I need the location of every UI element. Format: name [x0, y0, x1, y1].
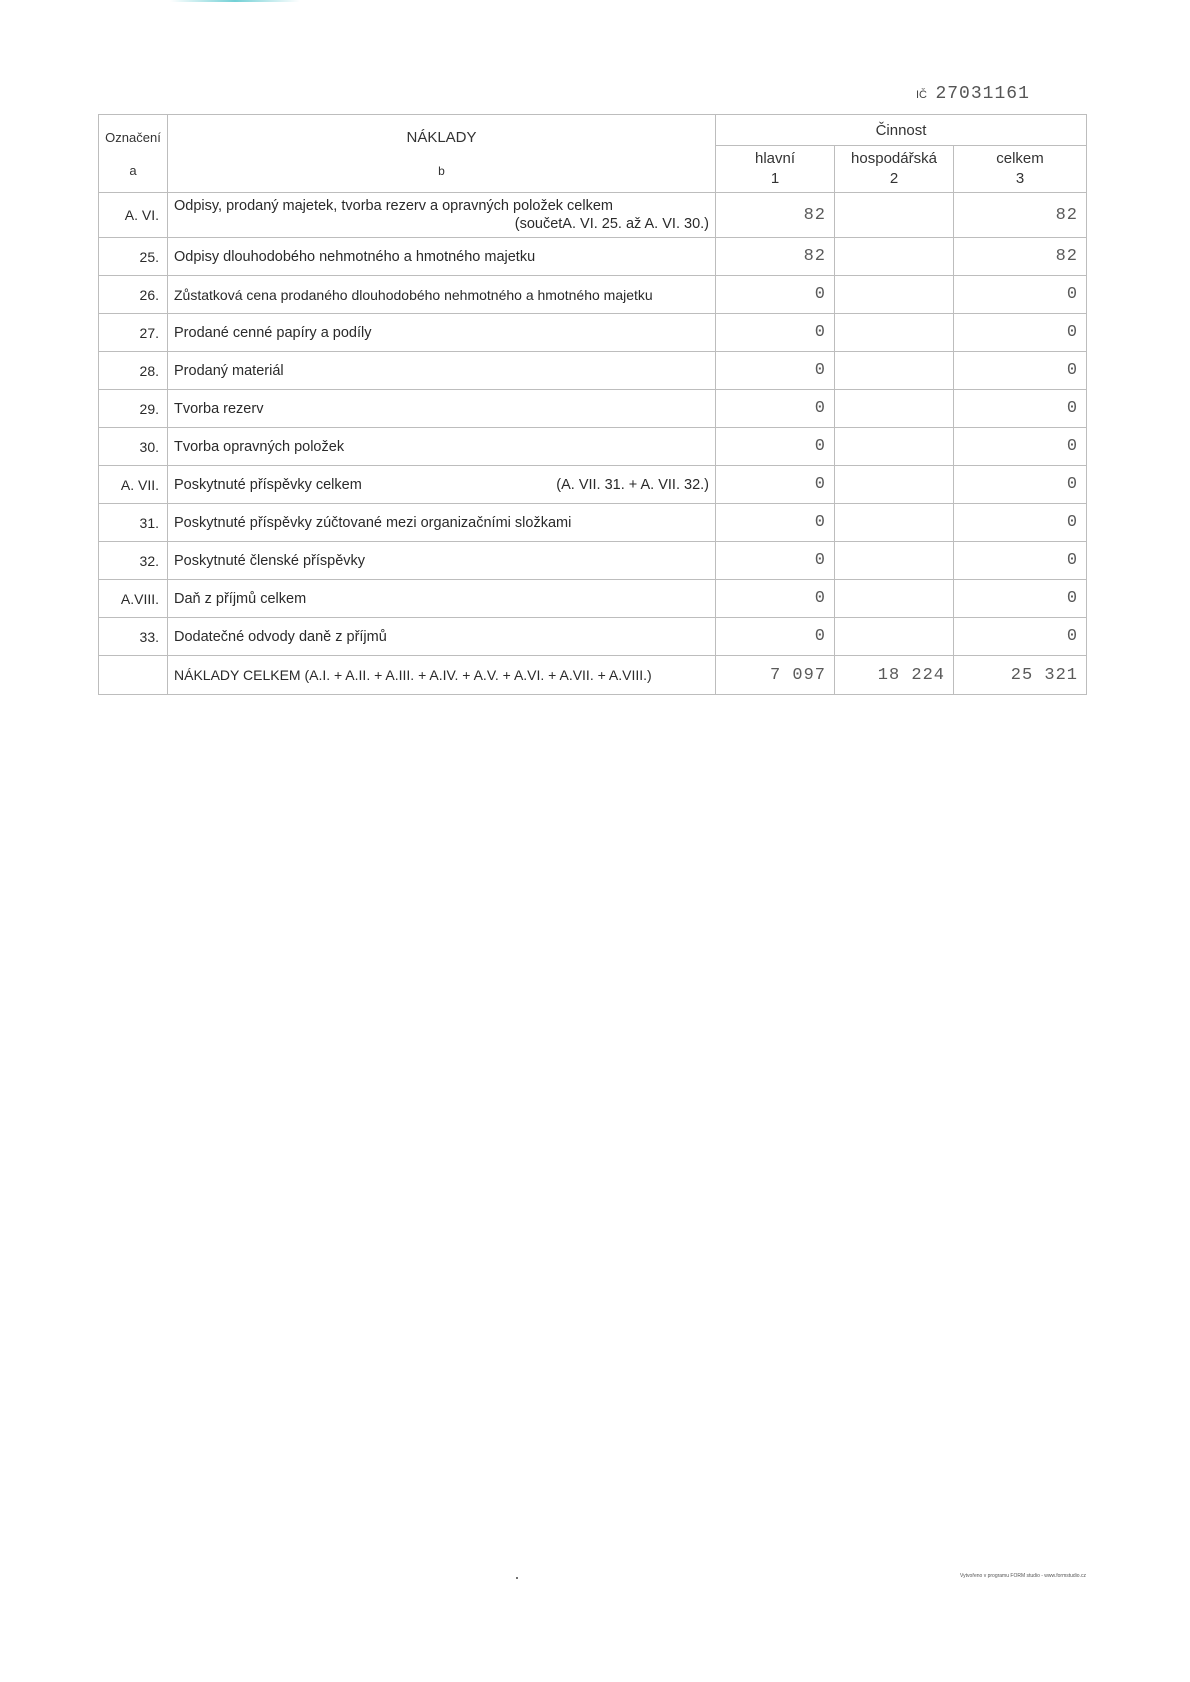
row-description: Poskytnuté příspěvky zúčtované mezi organizačními složkami	[168, 504, 716, 542]
header-col-hospodarska-name: hospodářská	[851, 150, 937, 167]
header-naklady-sub: b	[438, 164, 445, 178]
row-description	[168, 193, 716, 238]
scan-edge-mark	[170, 0, 300, 2]
cell-hospodarska	[835, 504, 954, 542]
table-row	[99, 466, 1087, 504]
row-description: Poskytnuté členské příspěvky	[168, 542, 716, 580]
row-label: 25.	[99, 238, 168, 276]
row-description-line1: Odpisy, prodaný majetek, tvorba rezerv a opravných položek celkem	[174, 198, 613, 214]
cell-hospodarska	[835, 314, 954, 352]
row-label: 26.	[99, 276, 168, 314]
row-label: A.VIII.	[99, 580, 168, 618]
row-label: 33.	[99, 618, 168, 656]
cell-hospodarska	[835, 390, 954, 428]
table-row	[99, 618, 1087, 656]
cell-hlavni: 82	[716, 238, 835, 276]
row-description: Dodatečné odvody daně z příjmů	[168, 618, 716, 656]
cell-celkem: 0	[954, 504, 1087, 542]
cell-hospodarska	[835, 466, 954, 504]
footer-note: Vytvořeno v programu FORM studio - www.formstudio.cz	[960, 1573, 1086, 1579]
header-naklady-label: NÁKLADY	[406, 129, 477, 146]
cell-hlavni: 0	[716, 428, 835, 466]
row-description-line2: (A. VII. 31. + A. VII. 32.)	[556, 476, 709, 493]
table-row	[99, 542, 1087, 580]
header-oznaceni-sub: a	[129, 162, 137, 178]
header-col-celkem	[954, 146, 1087, 193]
cell-hospodarska	[835, 580, 954, 618]
row-label: A. VII.	[99, 466, 168, 504]
cell-celkem: 0	[954, 276, 1087, 314]
cell-hospodarska	[835, 428, 954, 466]
row-description: Tvorba opravných položek	[168, 428, 716, 466]
total-hlavni: 7 097	[716, 656, 835, 695]
table-row	[99, 504, 1087, 542]
cell-celkem: 0	[954, 428, 1087, 466]
cell-hlavni: 0	[716, 390, 835, 428]
cell-celkem: 82	[954, 238, 1087, 276]
scan-speck	[516, 1577, 518, 1579]
row-description: Odpisy dlouhodobého nehmotného a hmotného majetku	[168, 238, 716, 276]
cell-celkem: 0	[954, 390, 1087, 428]
total-hospodarska: 18 224	[835, 656, 954, 695]
row-description: Daň z příjmů celkem	[168, 580, 716, 618]
row-description	[168, 466, 716, 504]
header-col-hlavni	[716, 146, 835, 193]
ic-field	[916, 84, 1030, 104]
row-description: Prodané cenné papíry a podíly	[168, 314, 716, 352]
cell-hlavni: 0	[716, 580, 835, 618]
header-col-hospodarska-num: 2	[889, 170, 899, 187]
table-row	[99, 314, 1087, 352]
cell-hospodarska	[835, 618, 954, 656]
row-description: Zůstatková cena prodaného dlouhodobého nehmotného a hmotného majetku	[168, 276, 716, 314]
header-oznaceni	[99, 115, 168, 193]
table-total-row	[99, 656, 1087, 695]
header-oznaceni-label: Označení	[105, 129, 161, 145]
cell-celkem: 0	[954, 580, 1087, 618]
cell-hlavni: 0	[716, 618, 835, 656]
cell-hospodarska	[835, 352, 954, 390]
row-description: Tvorba rezerv	[168, 390, 716, 428]
row-label: 29.	[99, 390, 168, 428]
total-label	[99, 656, 168, 695]
cell-celkem: 0	[954, 314, 1087, 352]
row-label: 32.	[99, 542, 168, 580]
table-row	[99, 580, 1087, 618]
row-label: 27.	[99, 314, 168, 352]
header-col-celkem-num: 3	[1015, 170, 1025, 187]
cell-celkem: 82	[954, 193, 1087, 238]
cell-hospodarska	[835, 193, 954, 238]
total-celkem: 25 321	[954, 656, 1087, 695]
header-col-hospodarska	[835, 146, 954, 193]
row-description: Prodaný materiál	[168, 352, 716, 390]
cell-celkem: 0	[954, 542, 1087, 580]
row-label: 28.	[99, 352, 168, 390]
row-description-line1: Poskytnuté příspěvky celkem	[174, 476, 362, 493]
costs-table	[98, 114, 1087, 695]
header-naklady	[168, 115, 716, 193]
cell-celkem: 0	[954, 466, 1087, 504]
cell-hospodarska	[835, 238, 954, 276]
header-col-hlavni-name: hlavní	[754, 150, 796, 167]
cell-hospodarska	[835, 276, 954, 314]
cell-hlavni: 0	[716, 542, 835, 580]
cell-hlavni: 0	[716, 466, 835, 504]
table-row	[99, 390, 1087, 428]
ic-value: 27031161	[935, 84, 1030, 104]
table-row	[99, 352, 1087, 390]
cell-hospodarska	[835, 542, 954, 580]
header-col-hlavni-num: 1	[770, 170, 780, 187]
cell-hlavni: 0	[716, 276, 835, 314]
row-label: 31.	[99, 504, 168, 542]
cell-hlavni: 82	[716, 193, 835, 238]
table-row	[99, 428, 1087, 466]
cell-hlavni: 0	[716, 504, 835, 542]
header-col-celkem-name: celkem	[996, 150, 1044, 167]
total-description: NÁKLADY CELKEM (A.I. + A.II. + A.III. + A.IV. + A.V. + A.VI. + A.VII. + A.VIII.)	[168, 656, 716, 695]
cell-hlavni: 0	[716, 314, 835, 352]
cell-hlavni: 0	[716, 352, 835, 390]
table-row	[99, 238, 1087, 276]
cell-celkem: 0	[954, 352, 1087, 390]
row-label: 30.	[99, 428, 168, 466]
row-description-line2: (součetA. VI. 25. až A. VI. 30.)	[514, 216, 709, 232]
row-label: A. VI.	[99, 193, 168, 238]
cell-celkem: 0	[954, 618, 1087, 656]
table-row	[99, 193, 1087, 238]
table-row	[99, 276, 1087, 314]
ic-label: IČ	[916, 89, 927, 101]
header-cinnost: Činnost	[716, 115, 1087, 146]
